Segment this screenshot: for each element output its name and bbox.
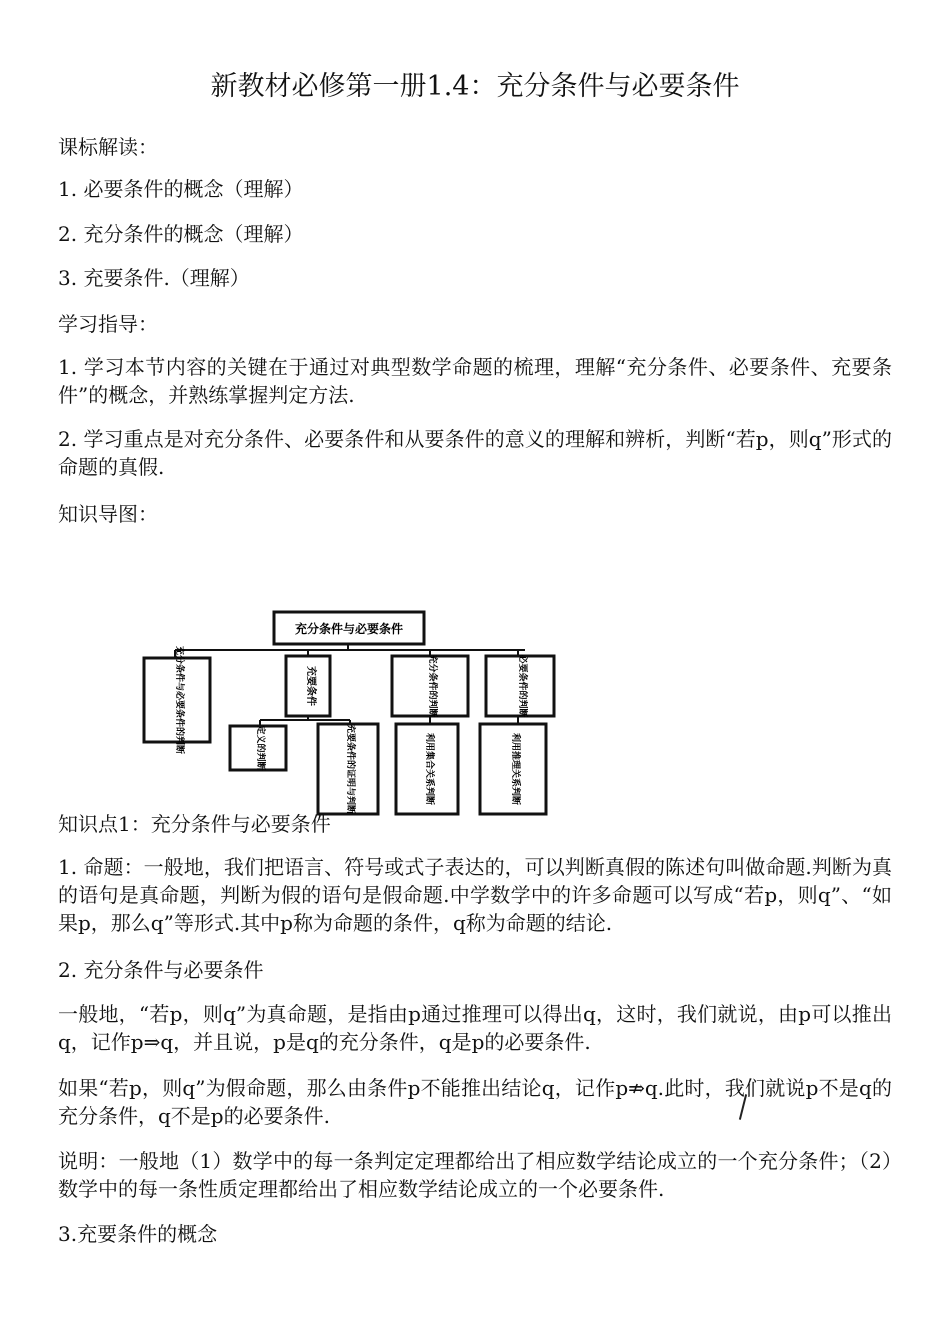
diagram-child-3 <box>392 654 468 717</box>
knowledge-diagram <box>130 600 570 820</box>
paragraph-note: 说明：一般地（1）数学中的每一条判定定理都给出了相应数学结论成立的一个充分条件；（2）数学中的每一条性质定理都给出了相应数学结论成立的一个必要条件. <box>58 1149 892 1201</box>
kebiao-item-1: 1. 必要条件的概念（理解） <box>58 177 304 201</box>
diagram-child-2 <box>286 656 330 716</box>
paragraph-mingti: 1. 命题：一般地，我们把语言、符号或式子表达的，可以判断真假的陈述句叫做命题.判断为真的语句是真命题，判断为假的语句是假命题.中学数学中的许多命题可以写成“若p，则q”、“如果p，那么q”等形式.其中p称为命题的条件，q称为命题的结论. <box>58 855 892 935</box>
diagram-grandchild-1-label: 定义的判断 <box>255 725 265 771</box>
diagram-child-2-label: 充要条件 <box>305 666 316 706</box>
zhishi1-title: 知识点1：充分条件与必要条件 <box>58 812 331 836</box>
paragraph-false-proposition: 如果“若p，则q”为假命题，那么由条件p不能推出结论q，记作p⇏q.此时，我们就说p不是q的充分条件，q不是p的必要条件. <box>58 1076 892 1128</box>
section-xuexi: 学习指导： <box>58 312 158 336</box>
diagram-grandchild-4-label: 利用推理关系判断 <box>510 732 520 806</box>
diagram-grandchild-3-label: 利用集合关系判断 <box>424 732 434 806</box>
diagram-root-box <box>274 612 424 644</box>
diagram-child-1 <box>144 646 210 754</box>
kebiao-item-3: 3. 充要条件.（理解） <box>58 266 250 290</box>
diagram-grandchild-2-label: 充要条件的证明与判断 <box>345 723 355 815</box>
diagram-grandchild-4 <box>480 724 546 814</box>
diagram-grandchild-3 <box>396 724 458 814</box>
diagram-root-label: 充分条件与必要条件 <box>294 622 404 636</box>
diagram-child-4 <box>486 653 554 717</box>
xuexi-item-2: 2. 学习重点是对充分条件、必要条件和从要条件的意义的理解和辨析，判断“若p，则q”形式的命题的真假. <box>58 427 892 479</box>
xuexi-item-1: 1. 学习本节内容的关键在于通过对典型数学命题的梳理，理解“充分条件、必要条件、充要条件”的概念，并熟练掌握判定方法. <box>58 355 892 407</box>
diagram-child-1-label: 充分条件与必要条件的判断 <box>174 645 184 755</box>
section-kebiao: 课标解读： <box>58 135 158 159</box>
document-title: 新教材必修第一册1.4：充分条件与必要条件 <box>210 71 740 102</box>
kebiao-item-2: 2. 充分条件的概念（理解） <box>58 222 304 246</box>
paragraph-3-title: 3.充要条件的概念 <box>58 1222 218 1246</box>
section-daotu: 知识导图： <box>58 502 158 526</box>
diagram-grandchild-2 <box>318 724 378 814</box>
paragraph-true-proposition: 一般地，“若p，则q”为真命题，是指由p通过推理可以得出q，这时，我们就说，由p可以推出q，记作p⇒q，并且说，p是q的充分条件，q是p的必要条件. <box>58 1002 892 1054</box>
diagram-child-3-label: 充分条件的判断 <box>427 654 437 718</box>
diagram-child-4-label: 必要条件的判断 <box>517 654 527 718</box>
diagram-grandchild-1 <box>230 725 286 770</box>
paragraph-2-title: 2. 充分条件与必要条件 <box>58 958 264 982</box>
diagram-connectors <box>175 644 525 726</box>
